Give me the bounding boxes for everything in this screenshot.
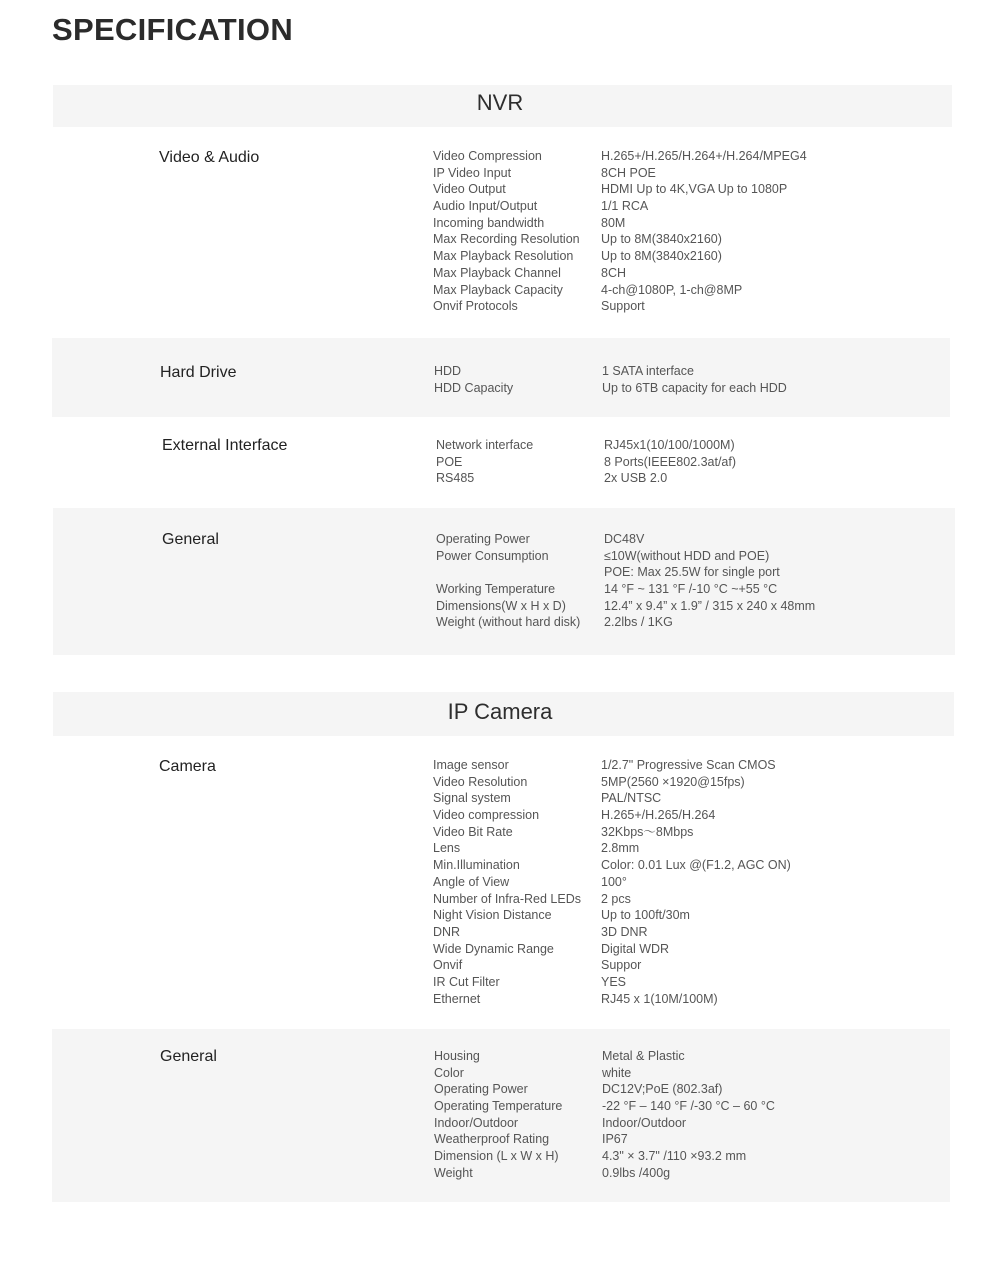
spec-key: IR Cut Filter	[433, 974, 500, 989]
spec-key: Angle of View	[433, 874, 510, 889]
spec-key: Dimensions(W x H x D)	[436, 598, 566, 613]
spec-value: 1 SATA interface	[602, 364, 694, 378]
spec-list-nvr-general	[436, 531, 936, 631]
spec-row	[433, 265, 933, 282]
spec-row	[433, 991, 933, 1008]
spec-list-video-audio	[433, 148, 933, 315]
spec-row	[433, 298, 933, 315]
spec-list-external-interface	[436, 437, 936, 487]
spec-row	[434, 1115, 934, 1132]
spec-value: Indoor/Outdoor	[602, 1115, 687, 1130]
spec-key: Lens	[433, 841, 461, 856]
spec-row	[434, 1131, 934, 1148]
spec-key: Night Vision Distance	[433, 908, 552, 923]
spec-row	[433, 215, 933, 232]
spec-value: -22 °F – 140 °F /-30 °C – 60 °C	[602, 1099, 775, 1114]
spec-value: 8CH POE	[601, 165, 656, 180]
spec-row	[436, 598, 936, 615]
spec-value: 8 Ports(IEEE802.3at/af)	[604, 454, 737, 469]
spec-key: Color	[434, 1065, 464, 1080]
spec-key: Video Resolution	[433, 774, 528, 789]
spec-key: Indoor/Outdoor	[434, 1115, 519, 1130]
spec-value: 2.8mm	[601, 841, 640, 856]
spec-key: Audio Input/Output	[433, 199, 538, 214]
spec-value: Up to 8M(3840x2160)	[601, 249, 722, 264]
spec-key: HDD	[434, 364, 462, 378]
spec-key: Min.Illumination	[433, 858, 520, 873]
spec-row	[433, 165, 933, 182]
spec-row	[436, 470, 936, 487]
spec-value: Support	[601, 299, 645, 314]
spec-key: Weight (without hard disk)	[436, 615, 581, 630]
spec-value: 2 pcs	[601, 891, 631, 906]
spec-key: Video Compression	[433, 149, 542, 163]
spec-value: 14 °F ~ 131 °F /-10 °C ~+55 °C	[604, 582, 778, 597]
spec-value: RJ45x1(10/100/1000M)	[604, 438, 735, 452]
spec-list-hard-drive	[434, 363, 934, 396]
spec-row	[434, 1081, 934, 1098]
spec-row	[436, 437, 936, 454]
spec-value: 1/1 RCA	[601, 199, 649, 214]
spec-row	[434, 1098, 934, 1115]
spec-row	[433, 924, 933, 941]
spec-key: Video compression	[433, 808, 540, 823]
spec-key: Operating Power	[436, 532, 530, 546]
spec-key: Working Temperature	[436, 582, 556, 597]
spec-value: POE: Max 25.5W for single port	[604, 565, 780, 580]
spec-row	[433, 790, 933, 807]
spec-key: Number of Infra-Red LEDs	[433, 891, 581, 906]
spec-value: 100°	[601, 874, 627, 889]
spec-value: 2.2lbs / 1KG	[604, 615, 673, 630]
spec-row	[436, 531, 936, 548]
spec-value: ≤10W(without HDD and POE)	[604, 548, 770, 563]
spec-value: Up to 8M(3840x2160)	[601, 232, 722, 247]
spec-key: Wide Dynamic Range	[433, 941, 554, 956]
spec-row	[434, 1148, 934, 1165]
spec-key: Max Playback Resolution	[433, 249, 574, 264]
spec-value: IP67	[602, 1132, 628, 1147]
spec-value: 8CH	[601, 265, 627, 280]
spec-value: PAL/NTSC	[601, 791, 662, 806]
spec-key: Weight	[434, 1165, 473, 1180]
spec-row	[433, 181, 933, 198]
spec-row	[434, 363, 934, 380]
spec-row	[436, 548, 936, 565]
spec-row	[433, 231, 933, 248]
spec-row	[433, 824, 933, 841]
spec-row	[433, 774, 933, 791]
spec-row	[433, 891, 933, 908]
spec-value: 1/2.7" Progressive Scan CMOS	[601, 758, 776, 772]
group-label-camera: Camera	[159, 758, 216, 775]
section-title-ip-camera: IP Camera	[447, 699, 553, 724]
spec-key: POE	[436, 454, 463, 469]
spec-row	[433, 857, 933, 874]
spec-key: Max Playback Channel	[433, 265, 561, 280]
spec-value: 80M	[601, 215, 626, 230]
page-title: SPECIFICATION	[52, 12, 294, 47]
group-label-hard-drive: Hard Drive	[160, 364, 237, 381]
spec-row	[433, 840, 933, 857]
spec-key: Ethernet	[433, 991, 481, 1006]
spec-value: Digital WDR	[601, 941, 670, 956]
spec-key: Signal system	[433, 791, 511, 806]
spec-row	[433, 874, 933, 891]
spec-row	[436, 564, 936, 581]
spec-value: HDMI Up to 4K,VGA Up to 1080P	[601, 182, 788, 197]
spec-key: Operating Power	[434, 1082, 528, 1097]
spec-value: Up to 6TB capacity for each HDD	[602, 380, 787, 395]
spec-key: HDD Capacity	[434, 380, 514, 395]
spec-key: Network interface	[436, 438, 534, 452]
spec-value: Color: 0.01 Lux @(F1.2, AGC ON)	[601, 858, 791, 873]
spec-value: DC48V	[604, 532, 645, 546]
spec-key: Dimension (L x W x H)	[434, 1149, 559, 1164]
spec-key: Power Consumption	[436, 548, 549, 563]
spec-row	[436, 581, 936, 598]
spec-row	[433, 807, 933, 824]
spec-value: 4-ch@1080P, 1-ch@8MP	[601, 282, 743, 297]
spec-row	[433, 907, 933, 924]
spec-row	[434, 380, 934, 397]
spec-value: 4.3" × 3.7" /110 ×93.2 mm	[602, 1149, 747, 1164]
spec-key: Video Bit Rate	[433, 824, 513, 839]
spec-key: Onvif	[433, 958, 463, 973]
spec-value: H.265+/H.265/H.264	[601, 808, 716, 823]
spec-row	[436, 454, 936, 471]
spec-row	[433, 198, 933, 215]
spec-key: Housing	[434, 1049, 480, 1063]
group-label-ipcam-general: General	[160, 1048, 217, 1065]
spec-key: Max Playback Capacity	[433, 282, 563, 297]
spec-key: Image sensor	[433, 758, 509, 772]
spec-row	[433, 757, 933, 774]
spec-value: RJ45 x 1(10M/100M)	[601, 991, 718, 1006]
section-title-nvr: NVR	[476, 90, 524, 115]
spec-value: 0.9lbs /400g	[602, 1165, 671, 1180]
spec-row	[433, 248, 933, 265]
spec-value: 3D DNR	[601, 924, 648, 939]
spec-key: Incoming bandwidth	[433, 215, 545, 230]
spec-key: DNR	[433, 924, 461, 939]
spec-row	[434, 1165, 934, 1182]
spec-list-camera	[433, 757, 933, 1007]
spec-key: Max Recording Resolution	[433, 232, 580, 247]
spec-row	[433, 957, 933, 974]
spec-row	[434, 1065, 934, 1082]
spec-key: Onvif Protocols	[433, 299, 518, 314]
spec-value: 12.4” x 9.4” x 1.9” / 315 x 240 x 48mm	[604, 598, 816, 613]
spec-key: Operating Temperature	[434, 1099, 563, 1114]
group-label-video-audio: Video & Audio	[159, 149, 260, 166]
spec-key: Video Output	[433, 182, 506, 197]
spec-value: white	[602, 1065, 632, 1080]
spec-key: RS485	[436, 471, 475, 486]
spec-row	[433, 941, 933, 958]
group-label-nvr-general: General	[162, 531, 219, 548]
spec-value: Suppor	[601, 958, 642, 973]
spec-row	[433, 974, 933, 991]
spec-list-ipcam-general	[434, 1048, 934, 1182]
spec-row	[436, 614, 936, 631]
spec-value: 32Kbps～8Mbps	[601, 824, 694, 839]
spec-value: Up to 100ft/30m	[601, 908, 690, 923]
spec-key: Weatherproof Rating	[434, 1132, 550, 1147]
spec-key: IP Video Input	[433, 165, 512, 180]
spec-value: YES	[601, 974, 627, 989]
spec-value: 5MP(2560 ×1920@15fps)	[601, 774, 745, 789]
spec-value: DC12V;PoE (802.3af)	[602, 1082, 723, 1097]
spec-row	[433, 282, 933, 299]
spec-value: H.265+/H.265/H.264+/H.264/MPEG4	[601, 149, 807, 163]
spec-value: Metal & Plastic	[602, 1049, 685, 1063]
spec-value: 2x USB 2.0	[604, 471, 668, 486]
spec-row	[433, 148, 933, 165]
spec-row	[434, 1048, 934, 1065]
group-label-external-interface: External Interface	[162, 437, 288, 454]
